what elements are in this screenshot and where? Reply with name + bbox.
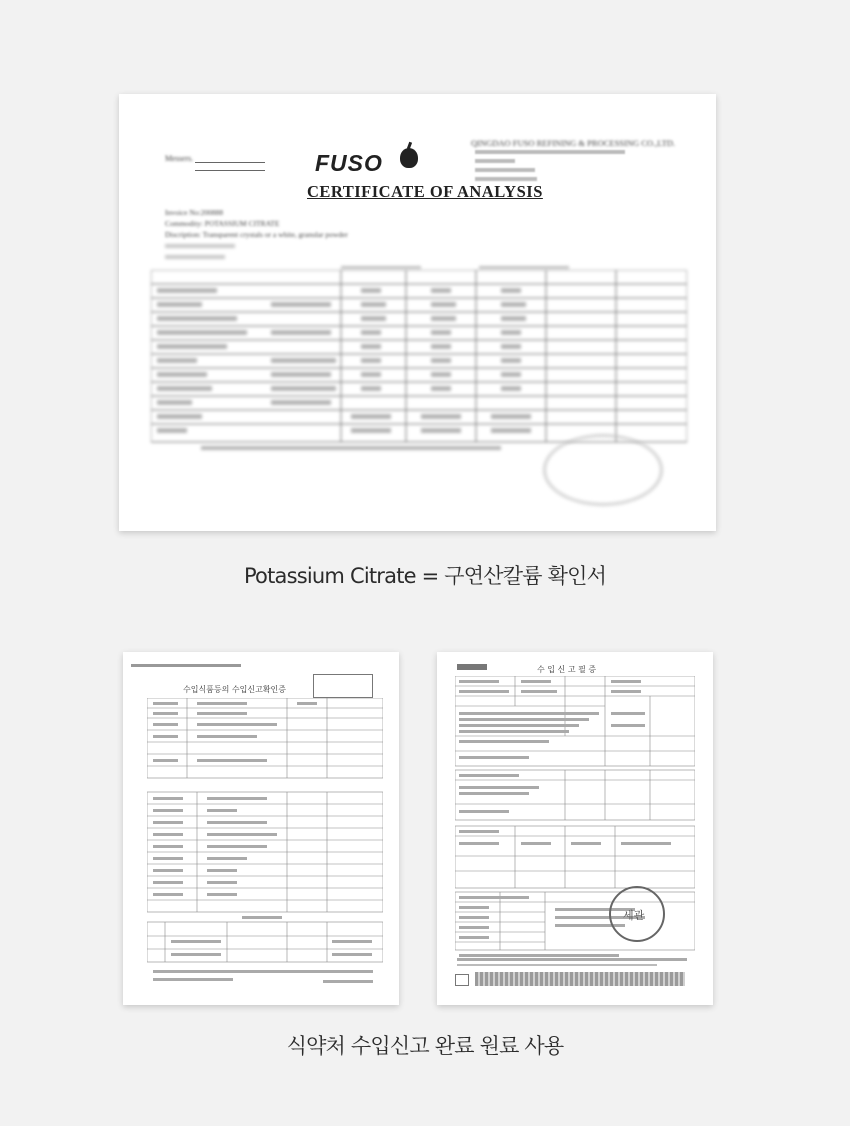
caption-import-declaration: 식약처 수입신고 완료 원료 사용 — [286, 1034, 564, 1058]
apple-logo-icon — [400, 148, 418, 168]
blurred-line — [341, 266, 421, 269]
analysis-table-blurred — [151, 270, 687, 452]
footer-box — [455, 974, 469, 986]
import-declaration-confirmation-image — [123, 652, 399, 1005]
footer-line — [457, 958, 687, 961]
receipt-box — [313, 674, 373, 698]
import-declaration-certificate-image — [437, 652, 713, 1005]
messers-label: Messers. — [165, 154, 194, 163]
messers-line — [195, 162, 265, 163]
form-number-line — [131, 664, 241, 667]
doc-left-title: 수입식품등의 수입신고확인증 — [183, 685, 287, 694]
invoice-number: Invoice No:200888 — [165, 208, 224, 217]
blurred-line — [165, 244, 235, 248]
unipass-logo — [457, 664, 487, 670]
doc-right-title: 수 입 신 고 필 증 — [537, 665, 597, 674]
barcode-strip — [475, 972, 685, 986]
footer-note-line-2 — [153, 978, 233, 981]
footer-line-2 — [457, 964, 657, 966]
description: Discription: Transparent crystals or a white, granular powder — [165, 230, 348, 239]
messers-line-2 — [195, 170, 265, 171]
customs-seal-text: 세관 — [623, 909, 645, 922]
commodity: Commodity: POTASSIUM CITRATE — [165, 219, 280, 228]
company-name: QINGDAO FUSO REFINING & PROCESSING CO.,LTD. — [471, 138, 676, 148]
caption-certificate: Potassium Citrate = 구연산칼륨 확인서 — [243, 564, 607, 588]
declaration-form-grid — [147, 698, 383, 966]
fuso-logo: FUSO — [315, 150, 383, 176]
certificate-of-analysis-image — [119, 94, 716, 531]
company-stamp — [543, 434, 663, 506]
blurred-line — [479, 266, 569, 269]
footer-date-line — [323, 980, 373, 983]
footer-note-line — [153, 970, 373, 973]
coa-title: CERTIFICATE OF ANALYSIS — [307, 182, 543, 201]
company-address-lines — [475, 150, 625, 181]
blurred-line — [165, 255, 225, 259]
